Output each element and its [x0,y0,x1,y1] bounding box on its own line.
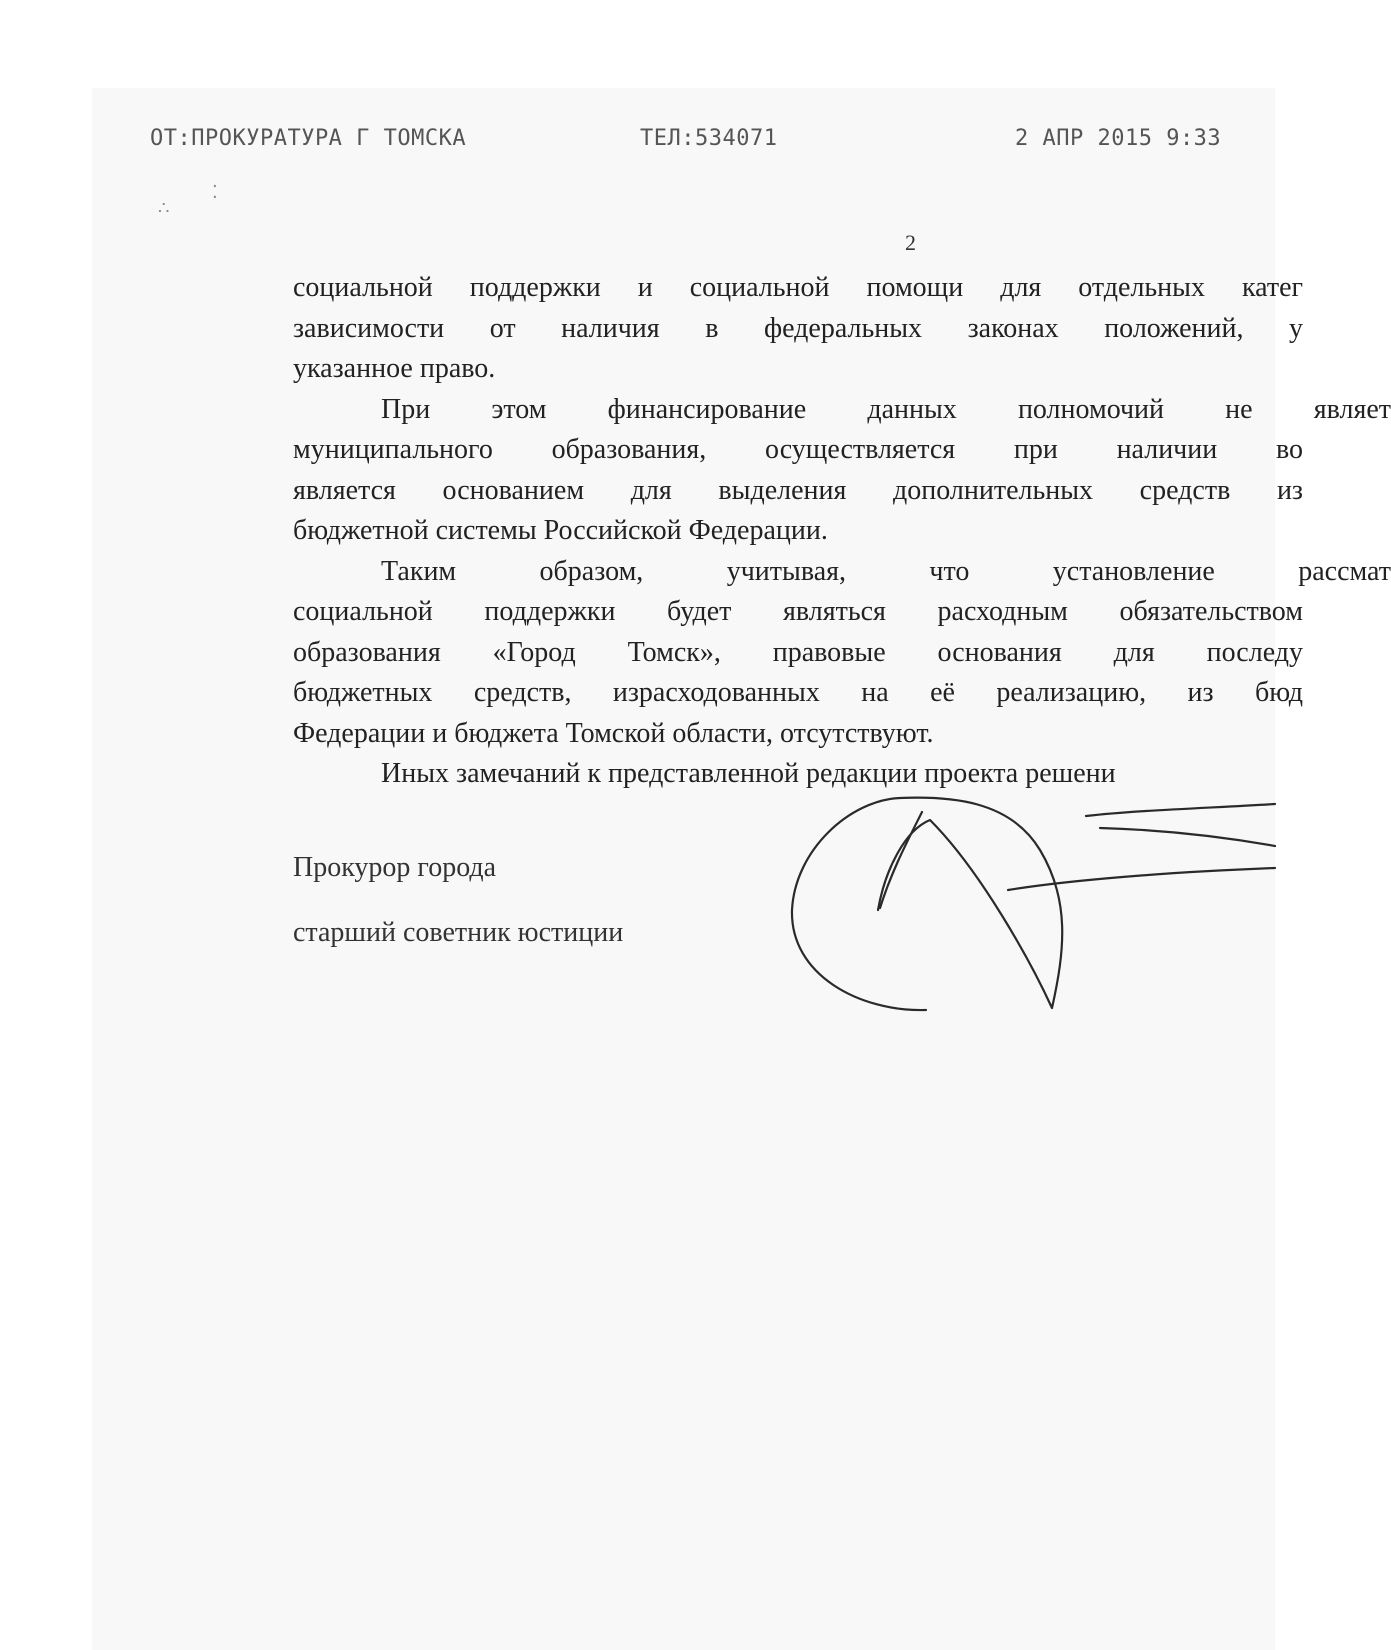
body-line: социальной поддержки и социальной помощи для отдельных катег [293,272,1303,303]
body-line: является основанием для выделения дополнительных средств из [293,474,1303,506]
page-number: 2 [905,230,916,255]
body-line: Таким образом, учитывая, что установление рассмат [381,555,1391,587]
scan-speck: ⁚ [212,182,218,202]
body-line: Федерации и бюджета Томской области, отсутствуют. [293,717,934,749]
fax-sender: ОТ:ПРОКУРАТУРА Г ТОМСКА [150,126,467,151]
fax-date: 2 АПР 2015 9:33 [1015,126,1222,151]
document-body [293,268,1391,789]
scan-speck: ∴ [158,198,170,218]
body-line: При этом финансирование данных полномочий не являет [381,393,1391,425]
body-line: указанное право. [293,353,496,384]
body-line: муниципального образования, осуществляется при наличии во [293,434,1303,465]
fax-phone: ТЕЛ:534071 [640,126,778,151]
body-line: зависимости от наличия в федеральных законах положений, у [293,312,1303,344]
body-line: бюджетных средств, израсходованных на её реализацию, из бюд [293,677,1303,708]
body-line: Иных замечаний к представленной редакции проекта решени [381,758,1116,789]
fax-header [0,126,1275,156]
handwritten-signature [790,790,1275,1020]
body-line: бюджетной системы Российской Федерации. [293,515,828,546]
signatory-position: Прокурор города [293,852,497,883]
signatory-rank: старший советник юстиции [293,917,624,948]
body-line: образования «Город Томск», правовые основания для последу [293,636,1303,668]
body-line: социальной поддержки будет являться расходным обязательством [293,596,1303,627]
